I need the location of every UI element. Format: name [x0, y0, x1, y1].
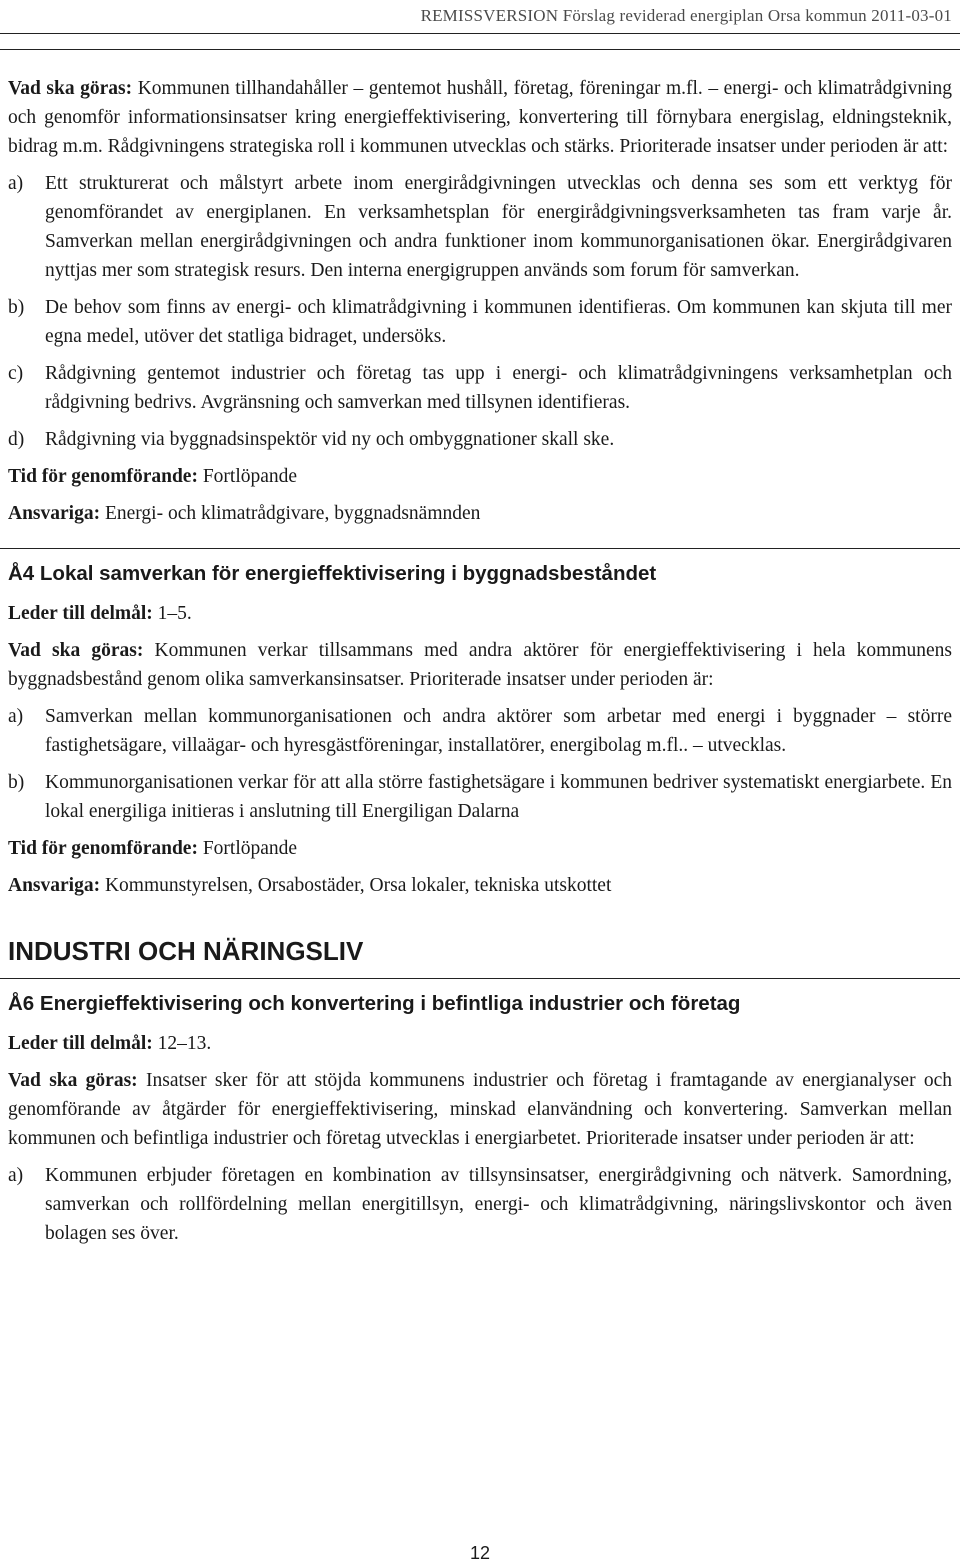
leder-label: Leder till delmål: — [8, 603, 153, 624]
ansvariga-value: Kommunstyrelsen, Orsabostäder, Orsa lokaler, tekniska utskottet — [104, 875, 612, 896]
leder-value: 1–5. — [157, 603, 192, 624]
a6-item-list — [8, 1161, 952, 1248]
vad-label: Vad ska göras: — [8, 640, 144, 661]
section-rule — [0, 978, 960, 979]
list-item-text: Kommunorganisationen verkar för att alla större fastighetsägare i kommunen bedriver systematiskt energiarbete. En lokal energiliga initieras i anslutning till Energiligan Dalarna — [45, 772, 952, 822]
a4-item-list — [8, 702, 952, 826]
a4-ansvariga-line — [8, 871, 952, 900]
leder-label: Leder till delmål: — [8, 1033, 153, 1054]
a6-leder-line — [8, 1029, 952, 1058]
tid-value: Fortlöpande — [202, 838, 298, 859]
section-rule — [0, 548, 960, 549]
vad-text: Kommunen tillhandahåller – gentemot hushåll, företag, föreningar m.fl. – energi- och klimatrådgivning och genomför informationsinsatser kring energieffektivisering, konvertering till förnybara energislag, eldningsteknik, bidrag m.m. Rådgivningens strategiska roll i kommunen utvecklas och stärks. Prioriterade insatser under perioden är att: — [8, 78, 953, 157]
leder-value: 12–13. — [157, 1033, 212, 1054]
a6-vad-paragraph — [8, 1066, 952, 1153]
tid-label: Tid för genomförande: — [8, 466, 198, 487]
vad-text: Kommunen verkar tillsammans med andra aktörer för energieffektivisering i hela kommunens byggnadsbestånd genom olika samverkansinsatser. Prioriterade insatser under perioden är: — [8, 640, 953, 690]
list-item — [8, 425, 952, 454]
list-marker: b) — [8, 772, 25, 793]
a6-heading: Å6 Energieffektivisering och konvertering i befintliga industrier och företag — [8, 992, 741, 1015]
list-item — [8, 359, 952, 417]
a3-tid-line — [8, 462, 952, 491]
tid-value: Fortlöpande — [202, 466, 298, 487]
list-item-text: Rådgivning gentemot industrier och företag tas upp i energi- och klimatrådgivningens verksamhetplan och rådgivning bedrivs. Avgränsning och samverkan med tillsynen identifieras. — [45, 363, 952, 413]
list-item-text: Samverkan mellan kommunorganisationen och andra aktörer som arbetar med energi i byggnader – större fastighetsägare, villaägar- och hyresgästföreningar, installatörer, energibolag m.fl.. – utvecklas. — [45, 706, 952, 756]
list-item-text: Rådgivning via byggnadsinspektör vid ny och ombyggnationer skall ske. — [45, 429, 615, 450]
section-rule — [0, 49, 960, 50]
list-item-text: De behov som finns av energi- och klimatrådgivning i kommunen identifieras. Om kommunen kan skjuta till mer egna medel, utöver det statliga bidraget, undersöks. — [45, 297, 952, 347]
a3-item-list — [8, 169, 952, 454]
list-item-text: Kommunen erbjuder företagen en kombination av tillsynsinsatser, energirådgivning och nätverk. Samordning, samverkan och rollfördelning mellan energitillsyn, energi- och klimatrådgivning, näringslivskontor och även bolagen ses över. — [45, 1165, 952, 1244]
list-item — [8, 768, 952, 826]
page-content — [8, 74, 952, 1256]
vad-label: Vad ska göras: — [8, 1070, 138, 1091]
a4-heading: Å4 Lokal samverkan för energieffektivisering i byggnadsbeståndet — [8, 562, 657, 585]
ansvariga-label: Ansvariga: — [8, 503, 101, 524]
list-item — [8, 1161, 952, 1248]
list-marker: b) — [8, 297, 25, 318]
list-marker: c) — [8, 363, 24, 384]
ansvariga-value: Energi- och klimatrådgivare, byggnadsnämnden — [104, 503, 481, 524]
a3-vad-paragraph — [8, 74, 952, 161]
list-item — [8, 169, 952, 285]
vad-text: Insatser sker för att stöjda kommunens industrier och företag i framtagande av energianalyser och genomförande av åtgärder för energieffektivisering, minskad elanvändning och konvertering. Samverkan mellan kommunen och befintliga industrier och företag utvecklas i energiarbetet. Prioriterade insatser under perioden är att: — [8, 1070, 953, 1149]
tid-label: Tid för genomförande: — [8, 838, 198, 859]
industri-heading: INDUSTRI OCH NÄRINGSLIV — [8, 936, 364, 966]
list-item — [8, 702, 952, 760]
list-item-text: Ett strukturerat och målstyrt arbete inom energirådgivningen utvecklas och denna ses som ett verktyg för genomförandet av energiplanen. En verksamhetsplan för energirådgivningsverksamheten tas fram varje år. Samverkan mellan energirådgivningen och andra funktioner inom kommunorganisationen ökar. Energirådgivaren nyttjas mer som strategisk resurs. Den interna energigruppen används som forum för samverkan. — [45, 173, 952, 281]
list-marker: d) — [8, 429, 25, 450]
page-number: 12 — [469, 1543, 491, 1563]
list-marker: a) — [8, 706, 24, 727]
page-header: REMISSVERSION Förslag reviderad energiplan Orsa kommun 2011-03-01 — [420, 6, 952, 25]
header-rule — [0, 33, 960, 34]
list-marker: a) — [8, 173, 24, 194]
vad-label: Vad ska göras: — [8, 78, 133, 99]
list-item — [8, 293, 952, 351]
ansvariga-label: Ansvariga: — [8, 875, 101, 896]
list-marker: a) — [8, 1165, 24, 1186]
a4-vad-paragraph — [8, 636, 952, 694]
a4-tid-line — [8, 834, 952, 863]
a4-leder-line — [8, 599, 952, 628]
a3-ansvariga-line — [8, 499, 952, 528]
